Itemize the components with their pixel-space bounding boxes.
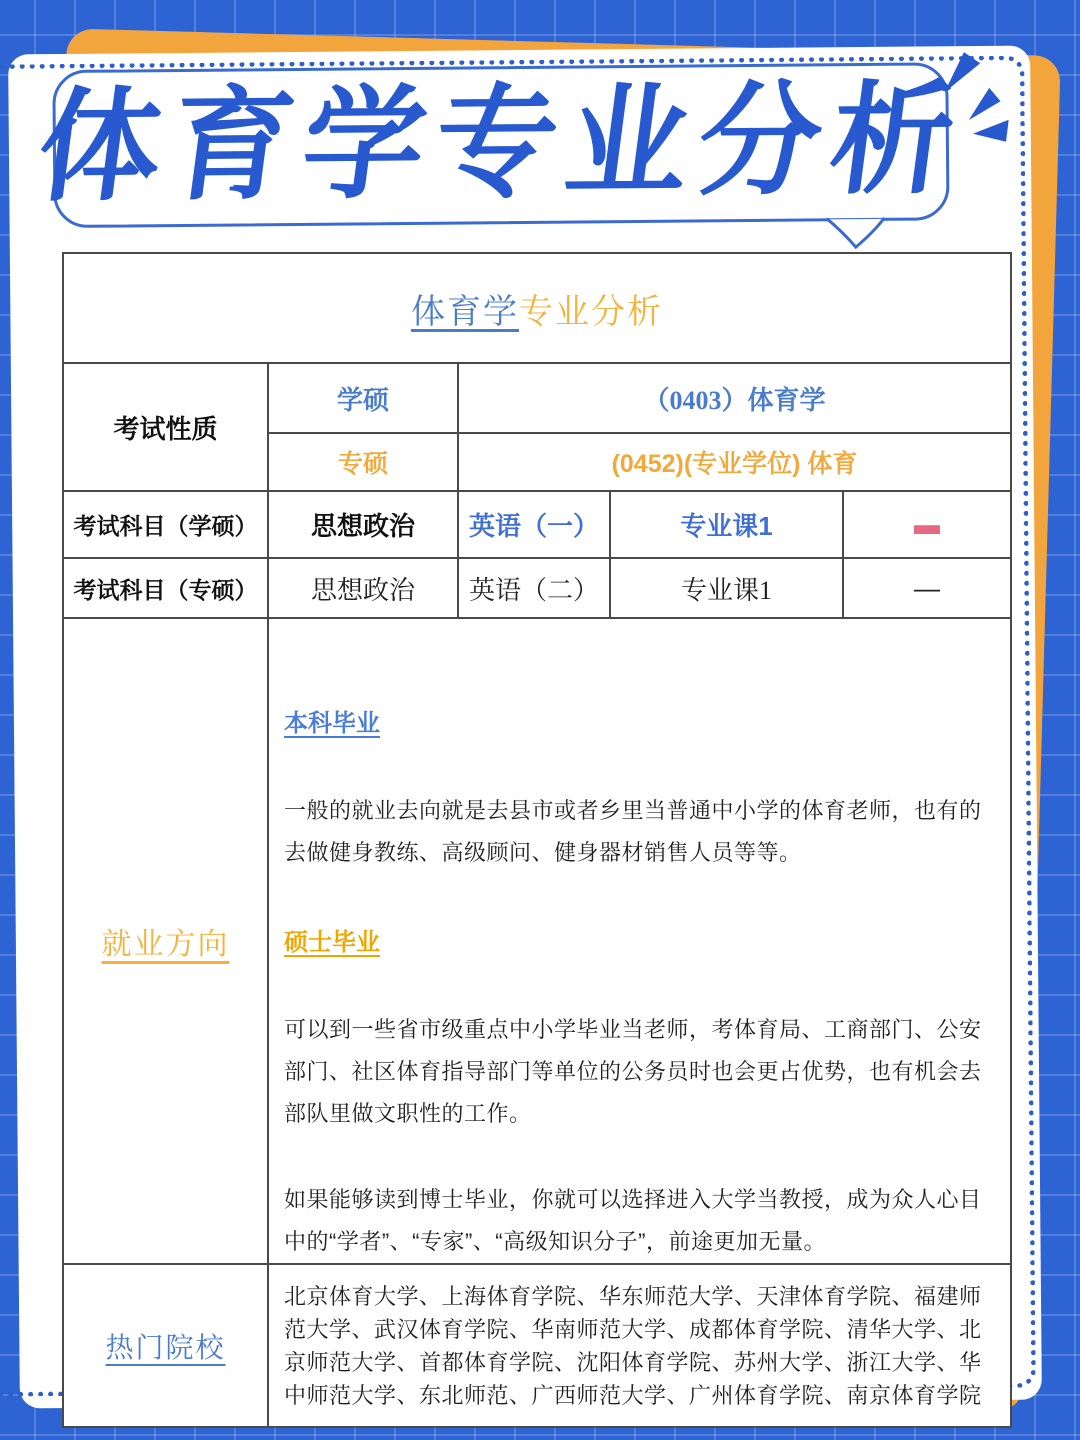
table-row <box>63 491 1011 558</box>
employment-label: 就业方向 <box>101 928 230 961</box>
table-title-major: 体育学 <box>411 293 519 331</box>
subject-cell: 英语（二） <box>458 558 610 618</box>
subject-cell: 英语（一） <box>458 491 610 558</box>
title-speech-bubble <box>30 62 973 228</box>
subjects-professional-label: 考试科目（专硕） <box>63 558 268 618</box>
employment-label-cell <box>63 618 268 1264</box>
subject-cell: 专业课1 <box>610 491 843 558</box>
master-heading: 硕士毕业 <box>284 929 380 956</box>
schools-label-cell <box>63 1264 268 1427</box>
table-row <box>63 253 1011 363</box>
subject-cell: 思想政治 <box>268 491 458 558</box>
employment-content-cell <box>268 618 1011 1264</box>
professional-master-code: (0452)(专业学位) 体育 <box>458 433 1011 491</box>
major-analysis-table <box>62 252 1012 1428</box>
subject-cell: 思想政治 <box>268 558 458 618</box>
schools-list: 北京体育大学、上海体育学院、华东师范大学、天津体育学院、福建师范大学、武汉体育学院、华南师范大学、成都体育学院、清华大学、北京师范大学、首都体育学院、沈阳体育学院、苏州大学、浙江大学、华中师范大学、东北师范、广西师范大学、广州体育学院、南京体育学院 <box>284 1283 982 1408</box>
subjects-academic-label: 考试科目（学硕） <box>63 491 268 558</box>
subject-cell: 专业课1 <box>610 558 843 618</box>
schools-label: 热门院校 <box>105 1332 226 1364</box>
table-row <box>63 1264 1011 1427</box>
professional-master-type: 专硕 <box>268 433 458 491</box>
table-title-suffix: 专业分析 <box>519 293 663 331</box>
phd-paragraph: 如果能够读到博士毕业，你就可以选择进入大学当教授，成为众人心目中的“学者”、“专家”、“高级知识分子”，前途更加无量。 <box>284 1187 982 1254</box>
table-row <box>63 558 1011 618</box>
master-paragraph: 可以到一些省市级重点中小学毕业当老师，考体育局、工商部门、公安部门、社区体育指导部门等单位的公务员时也会更占优势，也有机会去部队里做文职性的工作。 <box>284 1017 982 1126</box>
subject-cell-empty: — <box>843 558 1011 618</box>
academic-master-code: （0403）体育学 <box>458 363 1011 433</box>
exam-nature-label: 考试性质 <box>63 363 268 491</box>
page-title: 体育学专业分析 <box>30 71 973 216</box>
schools-content-cell <box>268 1264 1011 1427</box>
bachelor-heading: 本科毕业 <box>284 710 380 737</box>
subject-cell-empty: — <box>843 491 1011 558</box>
table-row <box>63 363 1011 433</box>
table-row <box>63 618 1011 1264</box>
table-title-cell <box>63 253 1011 363</box>
academic-master-type: 学硕 <box>268 363 458 433</box>
bachelor-paragraph: 一般的就业去向就是去县市或者乡里当普通中小学的体育老师，也有的去做健身教练、高级顾问、健身器材销售人员等等。 <box>284 798 982 865</box>
